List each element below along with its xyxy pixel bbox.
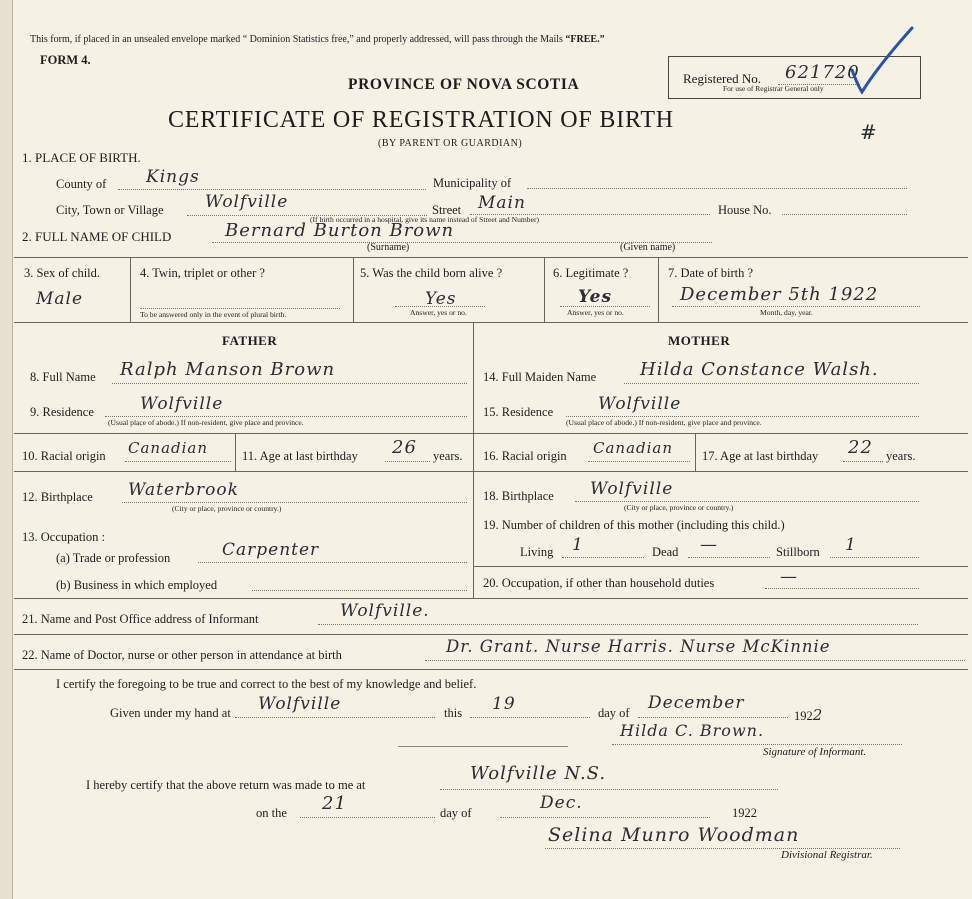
binding-edge: [0, 0, 13, 899]
mother-residence-note: (Usual place of abode.) If non-resident, give place and province.: [566, 418, 762, 427]
mother-age-value: 22: [848, 437, 873, 458]
registered-label: Registered No.: [683, 71, 761, 86]
mother-name-label: 14. Full Maiden Name: [483, 370, 597, 384]
form-number: FORM 4.: [40, 53, 91, 67]
mail-notice: [30, 34, 605, 45]
mother-age-label: 17. Age at last birthday: [702, 449, 819, 463]
attendant-value: Dr. Grant. Nurse Harris. Nurse McKinnie: [446, 637, 831, 656]
registrar-caption: Divisional Registrar.: [781, 849, 873, 861]
mail-notice-free: “FREE.”: [565, 34, 605, 45]
registrar-use-note: For use of Registrar General only: [723, 84, 824, 93]
sex-label: 3. Sex of child.: [24, 266, 101, 280]
stillborn-value: 1: [845, 535, 857, 555]
mother-occupation-label: 20. Occupation, if other than household duties: [483, 576, 715, 590]
registered-number-value: 621720: [785, 62, 860, 83]
given-day-of-label: day of: [598, 706, 630, 720]
rule: [14, 322, 968, 323]
given-year-prefix: 192: [794, 709, 813, 723]
living-label: Living: [520, 545, 554, 559]
plural-birth-note: To be answered only in the event of plural birth.: [140, 310, 287, 319]
margin-mark: #: [860, 120, 878, 144]
mother-residence-value: Wolfville: [598, 394, 682, 414]
child-name-value: Bernard Burton Brown: [225, 220, 455, 241]
father-heading: FATHER: [222, 333, 278, 348]
certification-statement: I certify the foregoing to be true and correct to the best of my knowledge and belief.: [56, 677, 477, 691]
mother-racial-value: Canadian: [593, 439, 674, 457]
city-label: City, Town or Village: [56, 203, 164, 217]
father-name-value: Ralph Manson Brown: [120, 359, 336, 380]
father-age-value: 26: [392, 437, 417, 458]
on-the-label: on the: [256, 806, 287, 820]
street-value: Main: [478, 193, 526, 213]
informant-value: Wolfville.: [340, 601, 430, 621]
father-birthplace-label: 12. Birthplace: [22, 490, 93, 504]
legitimate-value: Yes: [578, 287, 613, 307]
dead-value: —: [700, 535, 718, 555]
father-residence-label: 9. Residence: [30, 405, 94, 419]
mother-occupation-value: —: [780, 567, 798, 587]
mother-birthplace-note: (City or place, province or country.): [624, 503, 734, 512]
dob-value: December 5th 1922: [680, 284, 879, 305]
registrar-day-of-label: day of: [440, 806, 472, 820]
given-under-hand-label: Given under my hand at: [110, 706, 231, 720]
municipality-label: Municipality of: [433, 176, 512, 190]
street-label: Street: [432, 203, 462, 217]
father-residence-note: (Usual place of abode.) If non-resident, give place and province.: [108, 418, 304, 427]
plural-birth-label: 4. Twin, triplet or other ?: [140, 266, 265, 280]
father-racial-value: Canadian: [128, 439, 209, 457]
legitimate-label: 6. Legitimate ?: [553, 266, 629, 280]
rule: [14, 257, 968, 258]
given-name-caption: (Given name): [620, 242, 676, 253]
hospital-note: (If birth occurred in a hospital, give its name instead of Street and Number): [310, 215, 540, 224]
born-alive-value: Yes: [425, 289, 457, 309]
province-heading: PROVINCE OF NOVA SCOTIA: [348, 76, 580, 93]
registrar-statement: I hereby certify that the above return was made to me at: [86, 778, 366, 792]
registrar-signature: Selina Munro Woodman: [548, 824, 800, 846]
mother-birthplace-value: Wolfville: [590, 479, 674, 499]
column-divider: [473, 322, 474, 598]
given-month-value: December: [648, 693, 745, 713]
dob-note: Month, day, year.: [760, 308, 813, 317]
living-value: 1: [572, 535, 584, 555]
father-racial-label: 10. Racial origin: [22, 449, 106, 463]
child-name-label: 2. FULL NAME OF CHILD: [22, 229, 172, 244]
born-alive-label: 5. Was the child born alive ?: [360, 266, 503, 280]
registrar-place-value: Wolfville N.S.: [470, 763, 607, 784]
registrar-day-value: 21: [322, 793, 347, 814]
blue-check-mark: [848, 26, 918, 98]
given-year: [794, 706, 823, 724]
county-value: Kings: [146, 167, 200, 187]
children-count-label: 19. Number of children of this mother (including this child.): [483, 518, 785, 532]
informant-label: 21. Name and Post Office address of Informant: [22, 612, 259, 626]
father-name-label: 8. Full Name: [30, 370, 96, 384]
father-age-label: 11. Age at last birthday: [242, 449, 358, 463]
mother-heading: MOTHER: [668, 333, 731, 348]
father-birthplace-note: (City or place, province or country.): [172, 504, 282, 513]
business-label: (b) Business in which employed: [56, 578, 218, 592]
occupation-label: 13. Occupation :: [22, 530, 105, 544]
father-birthplace-value: Waterbrook: [128, 480, 239, 500]
informant-signature-caption: Signature of Informant.: [763, 746, 867, 758]
mother-racial-label: 16. Racial origin: [483, 449, 567, 463]
house-number-label: House No.: [718, 203, 772, 217]
surname-caption: (Surname): [367, 242, 410, 253]
place-of-birth-heading: 1. PLACE OF BIRTH.: [22, 150, 141, 165]
mail-notice-text: This form, if placed in an unsealed envelope marked “ Dominion Statistics free,” and properly addressed, will pass through the Mails: [30, 34, 563, 45]
certificate-title: CERTIFICATE OF REGISTRATION OF BIRTH: [168, 107, 674, 133]
mother-age-unit: years.: [886, 449, 916, 463]
trade-label: (a) Trade or profession: [56, 551, 171, 565]
mother-name-value: Hilda Constance Walsh.: [640, 359, 879, 380]
attendant-label: 22. Name of Doctor, nurse or other person in attendance at birth: [22, 648, 342, 662]
county-label: County of: [56, 177, 107, 191]
mother-birthplace-label: 18. Birthplace: [483, 489, 554, 503]
given-day-value: 19: [492, 694, 516, 714]
legitimate-note: Answer, yes or no.: [567, 308, 624, 317]
city-value: Wolfville: [205, 192, 289, 212]
father-age-unit: years.: [433, 449, 463, 463]
born-alive-note: Answer, yes or no.: [410, 308, 467, 317]
given-place-value: Wolfville: [258, 694, 342, 714]
trade-value: Carpenter: [222, 540, 320, 560]
stillborn-label: Stillborn: [776, 545, 820, 559]
sex-value: Male: [36, 289, 84, 309]
father-residence-value: Wolfville: [140, 394, 224, 414]
registrar-year-value: 1922: [732, 806, 757, 820]
registrar-month-value: Dec.: [540, 793, 583, 813]
this-label: this: [444, 706, 463, 720]
certificate-subtitle: (BY PARENT OR GUARDIAN): [378, 138, 523, 149]
given-year-digit: 2: [812, 706, 824, 724]
informant-signature: Hilda C. Brown.: [620, 721, 765, 740]
mother-residence-label: 15. Residence: [483, 405, 554, 419]
dead-label: Dead: [652, 545, 679, 559]
dob-label: 7. Date of birth ?: [668, 266, 754, 280]
